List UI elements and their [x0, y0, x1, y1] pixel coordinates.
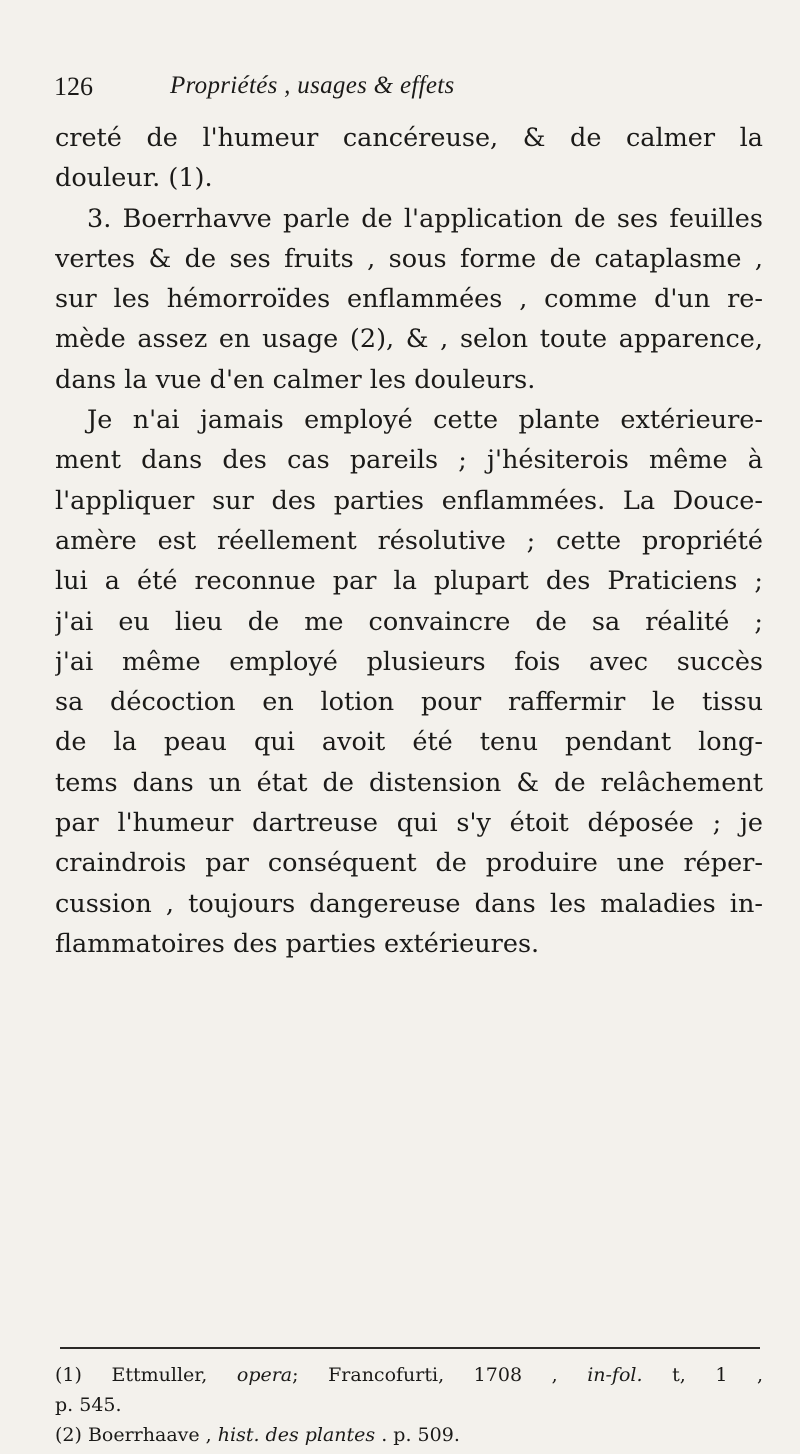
running-head: Propriétés , usages & effets [170, 72, 455, 99]
text-line: douleur. (1). [55, 163, 213, 194]
text-line: mède assez en usage (2), & , selon toute apparence, [55, 324, 763, 355]
text-line: creté de l'humeur cancéreuse, & de calmer la [55, 123, 763, 153]
text-line: lui a été reconnue par la plupart des Praticiens ; [55, 566, 763, 597]
footnote-1: (1) Ettmuller, opera; Francofurti, 1708 , in-fol. t, 1 , [55, 1364, 763, 1386]
text-line: l'appliquer sur des parties enflammées. La Douce- [55, 485, 763, 516]
text-line: Je n'ai jamais employé cette plante extérieure- [87, 405, 763, 436]
text-line: j'ai même employé plusieurs fois avec succès [55, 646, 763, 677]
text-line: tems dans un état de distension & de relâchement [55, 767, 763, 798]
text-line: vertes & de ses fruits , sous forme de cataplasme , [55, 243, 763, 274]
text-line: par l'humeur dartreuse qui s'y étoit déposée ; je [55, 808, 763, 839]
footnote-rule [60, 1347, 760, 1349]
text-line: de la peau qui avoit été tenu pendant long- [55, 727, 763, 758]
text-line: flammatoires des parties extérieures. [55, 928, 540, 959]
page-header [40, 72, 760, 112]
page-number: 126 [54, 72, 93, 101]
text-line: amère est réellement résolutive ; cette propriété [55, 525, 763, 556]
body-text [55, 118, 763, 964]
text-line: sur les hémorroïdes enflammées , comme d'un re- [55, 284, 763, 315]
text-line: dans la vue d'en calmer les douleurs. [55, 364, 536, 395]
footnote-2: (2) Boerrhaave , hist. des plantes . p. 509. [55, 1424, 460, 1446]
text-line: sa décoction en lotion pour raffermir le tissu [55, 687, 763, 718]
text-line: craindrois par conséquent de produire une réper- [55, 848, 763, 879]
text-line: j'ai eu lieu de me convaincre de sa réalité ; [55, 606, 763, 637]
footnote-1-continued: p. 545. [55, 1394, 122, 1416]
footnotes [55, 1360, 763, 1450]
text-line: ment dans des cas pareils ; j'hésiterois même à [55, 445, 763, 476]
text-line: 3. Boerrhavve parle de l'application de ses feuilles [87, 203, 763, 234]
text-line: cussion , toujours dangereuse dans les maladies in- [55, 888, 763, 919]
